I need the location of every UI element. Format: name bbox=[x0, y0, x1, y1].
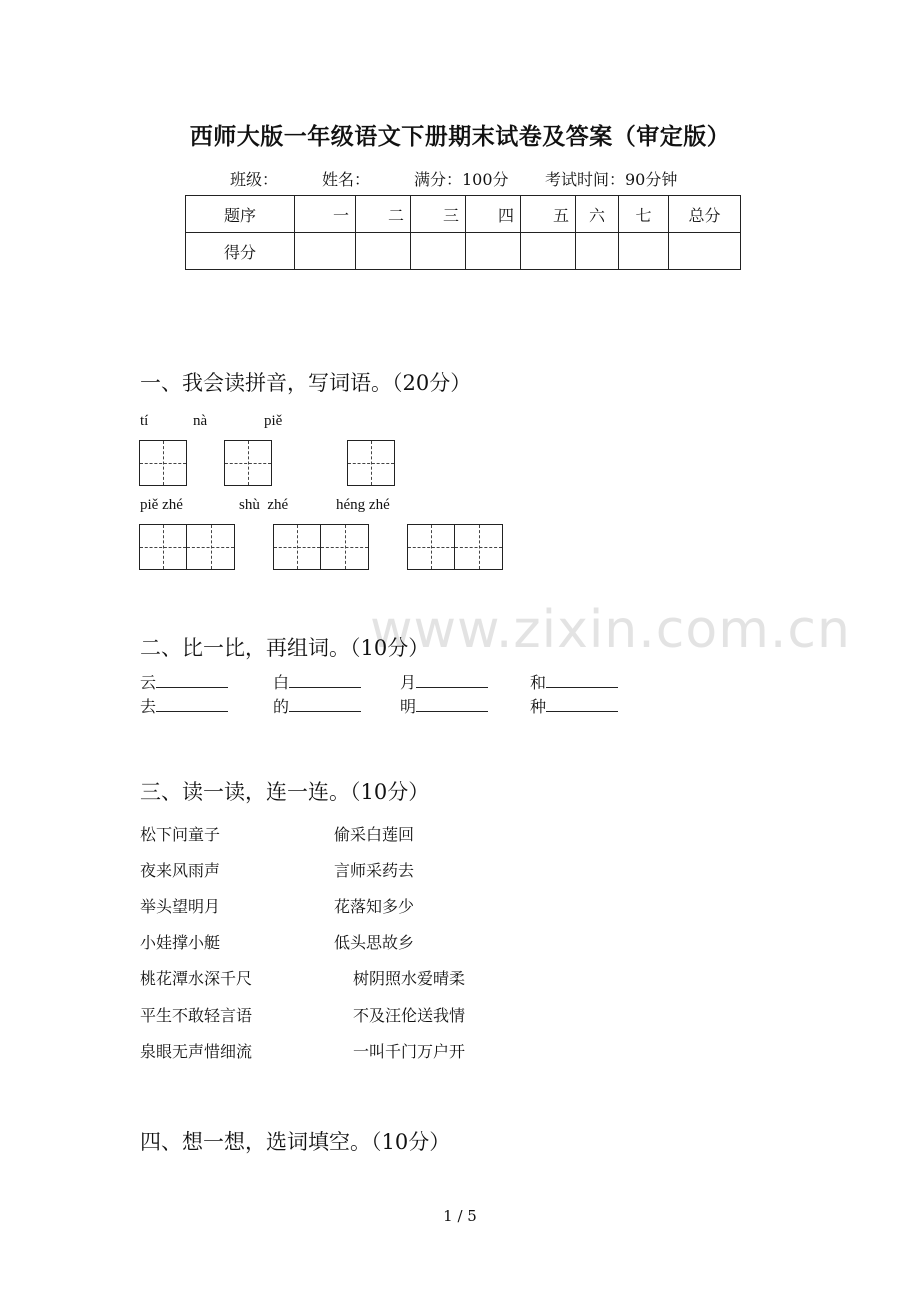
table-header-cell: 二 bbox=[356, 196, 411, 233]
poem-line-right[interactable]: 低头思故乡 bbox=[334, 933, 415, 952]
tian-cell[interactable] bbox=[273, 524, 321, 570]
poem-line-left[interactable]: 松下问童子 bbox=[140, 825, 221, 844]
table-header-cell: 题序 bbox=[186, 196, 295, 233]
tian-cell[interactable] bbox=[224, 440, 272, 486]
writing-grid[interactable] bbox=[139, 524, 235, 570]
tian-cell[interactable] bbox=[139, 524, 187, 570]
answer-blank[interactable] bbox=[546, 697, 618, 712]
word-blank-item[interactable] bbox=[400, 670, 488, 693]
tian-cell[interactable] bbox=[139, 440, 187, 486]
score-input-cell[interactable] bbox=[619, 233, 669, 270]
table-header-cell: 三 bbox=[411, 196, 466, 233]
score-input-cell[interactable] bbox=[466, 233, 521, 270]
pinyin-label: tí bbox=[140, 413, 149, 429]
character: 白 bbox=[273, 673, 290, 692]
word-blank-item[interactable] bbox=[530, 694, 618, 717]
answer-blank[interactable] bbox=[416, 697, 488, 712]
word-blank-item[interactable] bbox=[273, 670, 361, 693]
full-score: 满分：100分 bbox=[414, 170, 509, 189]
writing-grid[interactable] bbox=[273, 524, 369, 570]
pinyin-label: héng zhé bbox=[336, 497, 390, 513]
pinyin-label: piě bbox=[264, 413, 283, 429]
pinyin-label: nà bbox=[193, 413, 208, 429]
poem-line-left[interactable]: 桃花潭水深千尺 bbox=[140, 969, 253, 988]
word-blank-item[interactable] bbox=[400, 694, 488, 717]
class-label: 班级： bbox=[230, 170, 279, 189]
character: 云 bbox=[140, 673, 157, 692]
table-header-cell: 一 bbox=[295, 196, 356, 233]
character: 明 bbox=[400, 697, 417, 716]
pinyin-label: piě zhé bbox=[140, 497, 183, 513]
score-row-label: 得分 bbox=[186, 233, 295, 270]
answer-blank[interactable] bbox=[289, 697, 361, 712]
writing-grid[interactable] bbox=[347, 440, 395, 486]
word-blank-item[interactable] bbox=[530, 670, 618, 693]
score-table bbox=[185, 195, 741, 270]
poem-line-left[interactable]: 平生不敢轻言语 bbox=[140, 1006, 253, 1025]
name-label: 姓名： bbox=[322, 170, 371, 189]
table-header-cell: 四 bbox=[466, 196, 521, 233]
tian-cell[interactable] bbox=[347, 440, 395, 486]
answer-blank[interactable] bbox=[156, 697, 228, 712]
poem-line-right[interactable]: 一叫千门万户开 bbox=[353, 1042, 466, 1061]
writing-grid[interactable] bbox=[407, 524, 503, 570]
poem-line-right[interactable]: 花落知多少 bbox=[334, 897, 415, 916]
section2-heading: 二、比一比，再组词。（10分） bbox=[140, 636, 430, 660]
score-table-header-row bbox=[186, 196, 741, 233]
tian-cell[interactable] bbox=[407, 524, 455, 570]
answer-blank[interactable] bbox=[289, 673, 361, 688]
tian-cell[interactable] bbox=[321, 524, 369, 570]
page-number: 1 / 5 bbox=[443, 1207, 477, 1225]
section3-heading: 三、读一读，连一连。（10分） bbox=[140, 780, 430, 804]
character: 月 bbox=[400, 673, 417, 692]
answer-blank[interactable] bbox=[546, 673, 618, 688]
poem-line-left[interactable]: 小娃撑小艇 bbox=[140, 933, 221, 952]
table-header-cell: 总分 bbox=[669, 196, 741, 233]
table-header-cell: 七 bbox=[619, 196, 669, 233]
writing-grid[interactable] bbox=[139, 440, 187, 486]
poem-line-right[interactable]: 言师采药去 bbox=[334, 861, 415, 880]
writing-grid[interactable] bbox=[224, 440, 272, 486]
character: 种 bbox=[530, 697, 547, 716]
score-input-cell[interactable] bbox=[669, 233, 741, 270]
character: 和 bbox=[530, 673, 547, 692]
word-blank-item[interactable] bbox=[273, 694, 361, 717]
score-input-cell[interactable] bbox=[576, 233, 619, 270]
answer-blank[interactable] bbox=[416, 673, 488, 688]
poem-line-left[interactable]: 泉眼无声惜细流 bbox=[140, 1042, 253, 1061]
score-input-cell[interactable] bbox=[411, 233, 466, 270]
exam-time: 考试时间：90分钟 bbox=[545, 170, 678, 189]
poem-line-left[interactable]: 夜来风雨声 bbox=[140, 861, 221, 880]
word-blank-item[interactable] bbox=[140, 670, 228, 693]
table-header-cell: 五 bbox=[521, 196, 576, 233]
character: 去 bbox=[140, 697, 157, 716]
tian-cell[interactable] bbox=[187, 524, 235, 570]
pinyin-label: shù zhé bbox=[239, 497, 289, 513]
section4-heading: 四、想一想，选词填空。（10分） bbox=[140, 1130, 451, 1154]
score-table-score-row bbox=[186, 233, 741, 270]
poem-line-right[interactable]: 偷采白莲回 bbox=[334, 825, 415, 844]
score-input-cell[interactable] bbox=[295, 233, 356, 270]
table-header-cell: 六 bbox=[576, 196, 619, 233]
score-input-cell[interactable] bbox=[356, 233, 411, 270]
page-title: 西师大版一年级语文下册期末试卷及答案（审定版） bbox=[189, 123, 731, 150]
poem-line-right[interactable]: 不及汪伦送我情 bbox=[353, 1006, 466, 1025]
watermark: www.zixin.com.cn bbox=[370, 600, 851, 660]
answer-blank[interactable] bbox=[156, 673, 228, 688]
character: 的 bbox=[273, 697, 290, 716]
score-input-cell[interactable] bbox=[521, 233, 576, 270]
poem-line-right[interactable]: 树阴照水爱晴柔 bbox=[353, 969, 466, 988]
tian-cell[interactable] bbox=[455, 524, 503, 570]
word-blank-item[interactable] bbox=[140, 694, 228, 717]
section1-heading: 一、我会读拼音，写词语。（20分） bbox=[140, 371, 472, 395]
poem-line-left[interactable]: 举头望明月 bbox=[140, 897, 221, 916]
